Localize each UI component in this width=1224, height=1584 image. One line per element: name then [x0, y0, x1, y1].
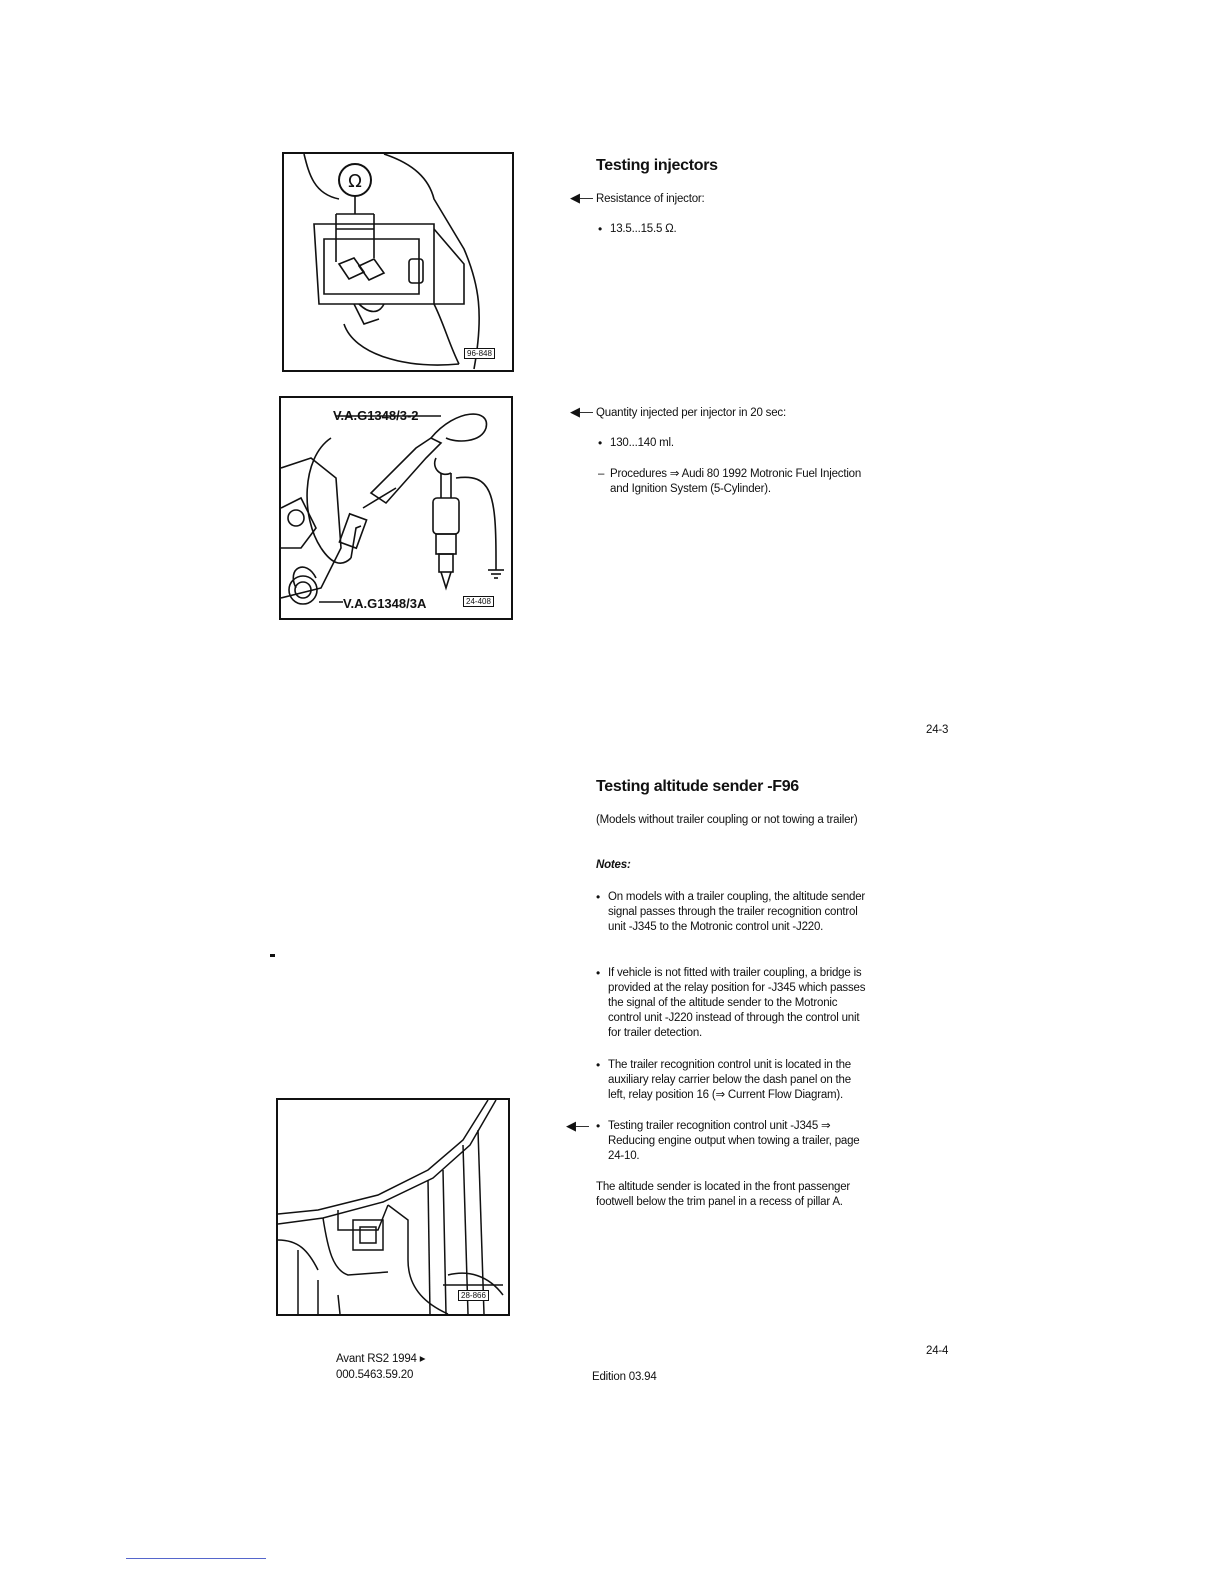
figure-injector-resistance	[282, 152, 514, 372]
page-number: 24-4	[926, 1345, 949, 1357]
footer-edition: Edition 03.94	[592, 1371, 657, 1383]
note-item: • On models with a trailer coupling, the altitude sender signal passes through the trailer recognition control unit -J345 to the Motronic control unit -J220.	[608, 890, 866, 935]
notes-heading: Notes:	[596, 859, 631, 871]
footer-part-number: 000.5463.59.20	[336, 1369, 414, 1381]
injector-test-drawing	[281, 398, 511, 618]
figure-injector-quantity	[279, 396, 513, 620]
page-number: 24-3	[926, 724, 949, 736]
pillar-a-drawing	[278, 1100, 508, 1314]
figure-code: 28-866	[458, 1290, 489, 1301]
note-item: • The trailer recognition control unit is located in the auxiliary relay carrier below the dash panel on the left, relay position 16 (⇒ Current Flow Diagram).	[608, 1058, 866, 1103]
injector-connector-drawing	[284, 154, 512, 370]
step-value: • 130...140 ml.	[610, 436, 674, 451]
step-label: Resistance of injector:	[596, 193, 705, 205]
figure-altitude-sender-location	[276, 1098, 510, 1316]
figure-pointer-icon: ◀—	[570, 404, 593, 419]
section-title: Testing injectors	[596, 157, 718, 174]
step-label: Quantity injected per injector in 20 sec:	[596, 407, 786, 419]
note-item: • Testing trailer recognition control unit -J345 ⇒ Reducing engine output when towing a trailer, page 24-10.	[608, 1119, 866, 1164]
section-title: Testing altitude sender -F96	[596, 778, 799, 795]
scan-mark	[270, 954, 275, 957]
ohm-symbol: Ω	[348, 171, 362, 192]
intro-text: (Models without trailer coupling or not towing a trailer)	[596, 814, 858, 826]
footer-model: Avant RS2 1994 ▸	[336, 1353, 426, 1365]
figure-label-bottom: V.A.G1348/3A	[343, 596, 427, 611]
link-underline	[126, 1558, 266, 1559]
note-item: • If vehicle is not fitted with trailer coupling, a bridge is provided at the relay position for -J345 which passes the signal of the altitude sender to the Motronic control unit -J220 instead of through the control unit for trailer detection.	[608, 966, 866, 1041]
procedure-reference: – Procedures ⇒ Audi 80 1992 Motronic Fuel Injection and Ignition System (5-Cylinder).	[610, 467, 868, 497]
figure-pointer-icon: ◀—	[566, 1118, 589, 1133]
figure-pointer-icon: ◀—	[570, 190, 593, 205]
figure-code: 24-408	[463, 596, 494, 607]
figure-code: 96-848	[464, 348, 495, 359]
location-text: The altitude sender is located in the front passenger footwell below the trim panel in a recess of pillar A.	[596, 1181, 851, 1208]
figure-label-top: V.A.G1348/3-2	[333, 408, 419, 423]
step-value: • 13.5...15.5 Ω.	[610, 222, 677, 237]
